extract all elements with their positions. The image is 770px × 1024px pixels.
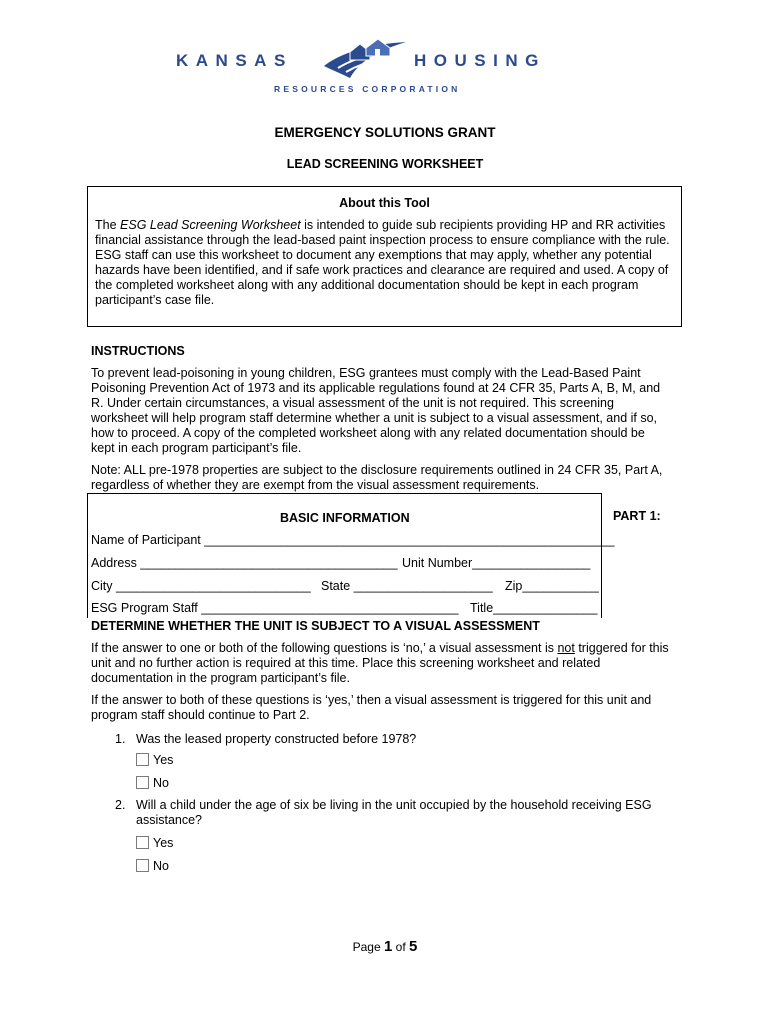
zip-field[interactable]: Zip___________ (505, 579, 599, 593)
page-subtitle: LEAD SCREENING WORKSHEET (286, 157, 484, 171)
part1-label: PART 1: (613, 509, 661, 523)
question-2-text: Will a child under the age of six be living in the unit occupied by the household receiving ESG assistance? (136, 798, 652, 827)
address-field[interactable]: Address _____________________________________ (91, 556, 398, 570)
instructions-paragraph: To prevent lead-poisoning in young children, ESG grantees must comply with the Lead-Based Paint Poisoning Prevention Act of 1973 and its applicable regulations found at 24 CFR 35, Parts A, B, M, and R. Under certain circumstances, a visual assessment of the unit is not required. This screening worksheet will help program staff determine whether a unit is subject to a visual assessment, and if so, how to proceed. A copy of the completed worksheet along with any related documentation should be kept in each program participant’s file. (91, 366, 661, 455)
about-italic-title: ESG Lead Screening Worksheet (120, 218, 301, 232)
unit-number-field[interactable]: Unit Number_________________ (402, 556, 591, 570)
question-1-no-option[interactable]: No (136, 776, 169, 790)
about-text: The ESG Lead Screening Worksheet is intended to guide sub recipients providing HP and RR activities financial assistance through the lead-based paint inspection process to ensure compliance with the rule. ESG staff can use this worksheet to document any exemptions that may apply, whether any potential hazards have been identified, and if safe work practices and clearance are required and used. A copy of the completed worksheet along with any additional documentation should be kept in each program participant’s case file. (95, 218, 670, 307)
about-box (87, 186, 682, 327)
program-staff-field[interactable]: ESG Program Staff _____________________________________ (91, 601, 459, 615)
state-field[interactable]: State ____________________ (321, 579, 493, 593)
instructions-note: Note: ALL pre-1978 properties are subject to the disclosure requirements outlined in 24 CFR 35, Part A, regardless of whether they are exempt from the visual assessment requirements. (91, 463, 663, 492)
basic-info-heading: BASIC INFORMATION (280, 511, 410, 525)
logo (170, 38, 570, 98)
staff-title-field[interactable]: Title_______________ (470, 601, 598, 615)
logo-subtitle: RESOURCES CORPORATION (274, 84, 461, 94)
page-title: EMERGENCY SOLUTIONS GRANT (274, 125, 496, 140)
question-2-yes-option[interactable]: Yes (136, 836, 173, 850)
determine-paragraph-2: If the answer to both of these questions is ‘yes,’ then a visual assessment is triggered for this unit and program staff should continue to Part 2. (91, 693, 652, 722)
page-number: Page 1 of 5 (352, 938, 418, 955)
about-heading: About this Tool (339, 196, 430, 210)
question-2-number: 2. (115, 798, 126, 812)
city-field[interactable]: City ____________________________ (91, 579, 311, 593)
question-2-no-option[interactable]: No (136, 859, 169, 873)
checkbox[interactable] (136, 753, 149, 766)
determine-paragraph-1: If the answer to one or both of the following questions is ‘no,’ a visual assessment is not triggered for this unit and no further action is required at this time. Place this screening worksheet and related documentation in the program participant’s file. (91, 641, 669, 685)
logo-word-left: KANSAS (176, 51, 293, 70)
participant-name-field[interactable]: Name of Participant ___________________________________________________________ (91, 533, 615, 547)
question-1-yes-option[interactable]: Yes (136, 753, 173, 767)
question-1-text: Was the leased property constructed before 1978? (136, 732, 417, 746)
logo-word-right: HOUSING (414, 51, 546, 70)
question-1-number: 1. (115, 732, 126, 746)
checkbox[interactable] (136, 776, 149, 789)
checkbox[interactable] (136, 859, 149, 872)
determine-heading: DETERMINE WHETHER THE UNIT IS SUBJECT TO A VISUAL ASSESSMENT (91, 619, 540, 633)
house-logo-icon (320, 38, 410, 82)
instructions-heading: INSTRUCTIONS (91, 344, 185, 358)
checkbox[interactable] (136, 836, 149, 849)
